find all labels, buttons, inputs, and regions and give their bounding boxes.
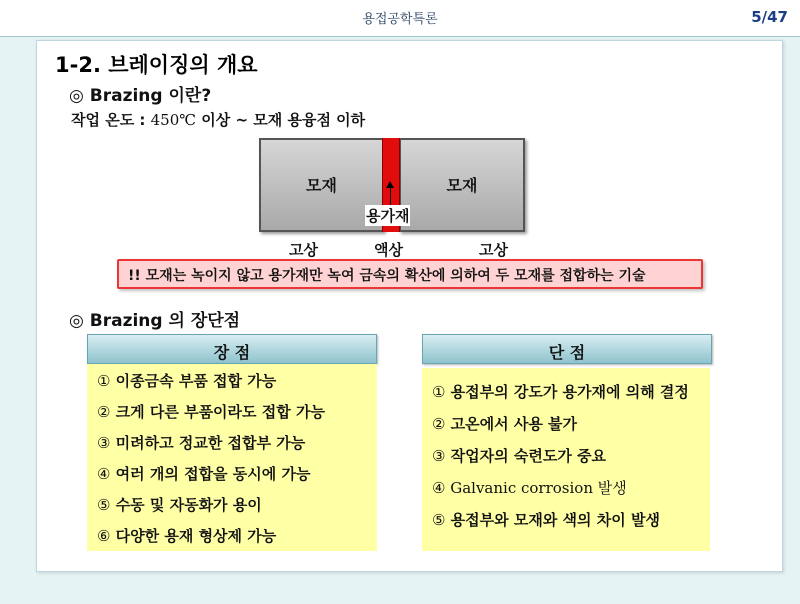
content-panel [36,40,783,572]
advantages-header-label: 장 점 [213,343,251,362]
temperature-value: 450℃ [150,111,197,129]
temperature-prefix: 작업 온도 : [71,111,151,129]
filler-metal-label: 용가재 [366,207,410,225]
state-right: 고상 [479,241,508,259]
list-item [97,525,276,546]
item-text: 여러 개의 접합을 동시에 가능 [110,465,311,483]
base-metal-right-label: 모재 [446,176,478,195]
list-item [97,370,276,391]
item-text: 크게 다른 부품이라도 접합 가능 [110,403,325,421]
temperature-suffix: 이상 ~ 모재 용융점 이하 [196,111,366,129]
list-item [432,381,689,402]
item-text: 용접부의 강도가 용가재에 의해 결정 [445,383,689,401]
item-number: ① [97,372,111,390]
disadvantages-header [422,334,712,364]
header-title: 용접공학특론 [362,12,438,27]
item-number: ⑤ [97,496,111,514]
list-item [97,432,305,453]
arrow-head-icon [386,181,394,188]
state-middle: 액상 [374,241,403,259]
list-item [97,401,325,422]
list-item [432,445,606,466]
item-text: 이종금속 부품 접합 가능 [110,372,277,390]
header-bar [0,0,800,37]
item-text: 작업자의 숙련도가 중요 [445,447,607,465]
page-number: 5/47 [751,8,788,26]
item-number: ④ [97,465,111,483]
list-item [432,413,577,434]
base-metal-left-label: 모재 [306,176,337,195]
item-text: 미려하고 정교한 접합부 가능 [110,434,306,452]
working-temperature [71,109,365,130]
base-metal-right [399,138,525,232]
item-number: ⑤ [432,511,446,529]
item-text: 수동 및 자동화가 용이 [110,496,262,514]
item-text: 용접부와 모재와 색의 차이 발생 [445,511,660,529]
item-number: ⑥ [97,527,111,545]
item-text: 다양한 용재 형상제 가능 [110,527,277,545]
item-number: ③ [432,447,446,465]
advantages-list [87,364,377,551]
what-is-brazing-heading: ◎ Brazing 이란? [69,86,212,106]
list-item [432,509,660,530]
disadvantages-list [422,368,710,551]
item-number: ② [432,415,446,433]
list-item [97,463,310,484]
pros-cons-heading: ◎ Brazing 의 장단점 [69,311,241,331]
item-text: 고온에서 사용 불가 [445,415,578,433]
definition-box [117,259,703,289]
list-item [432,477,627,498]
list-item [97,494,262,515]
section-heading: 1-2. 브레이징의 개요 [55,53,258,77]
state-left: 고상 [289,241,318,259]
item-number: ④ [432,479,446,497]
item-number: ③ [97,434,111,452]
disadvantages-header-label: 단 점 [548,343,586,362]
definition-text: !! 모재는 녹이지 않고 용가재만 녹여 금속의 확산에 의하여 두 모재를 접합하는 기술 [128,268,646,284]
advantages-header [87,334,377,364]
item-number: ② [97,403,111,421]
item-number: ① [432,383,446,401]
item-text: Galvanic corrosion 발생 [445,479,627,497]
